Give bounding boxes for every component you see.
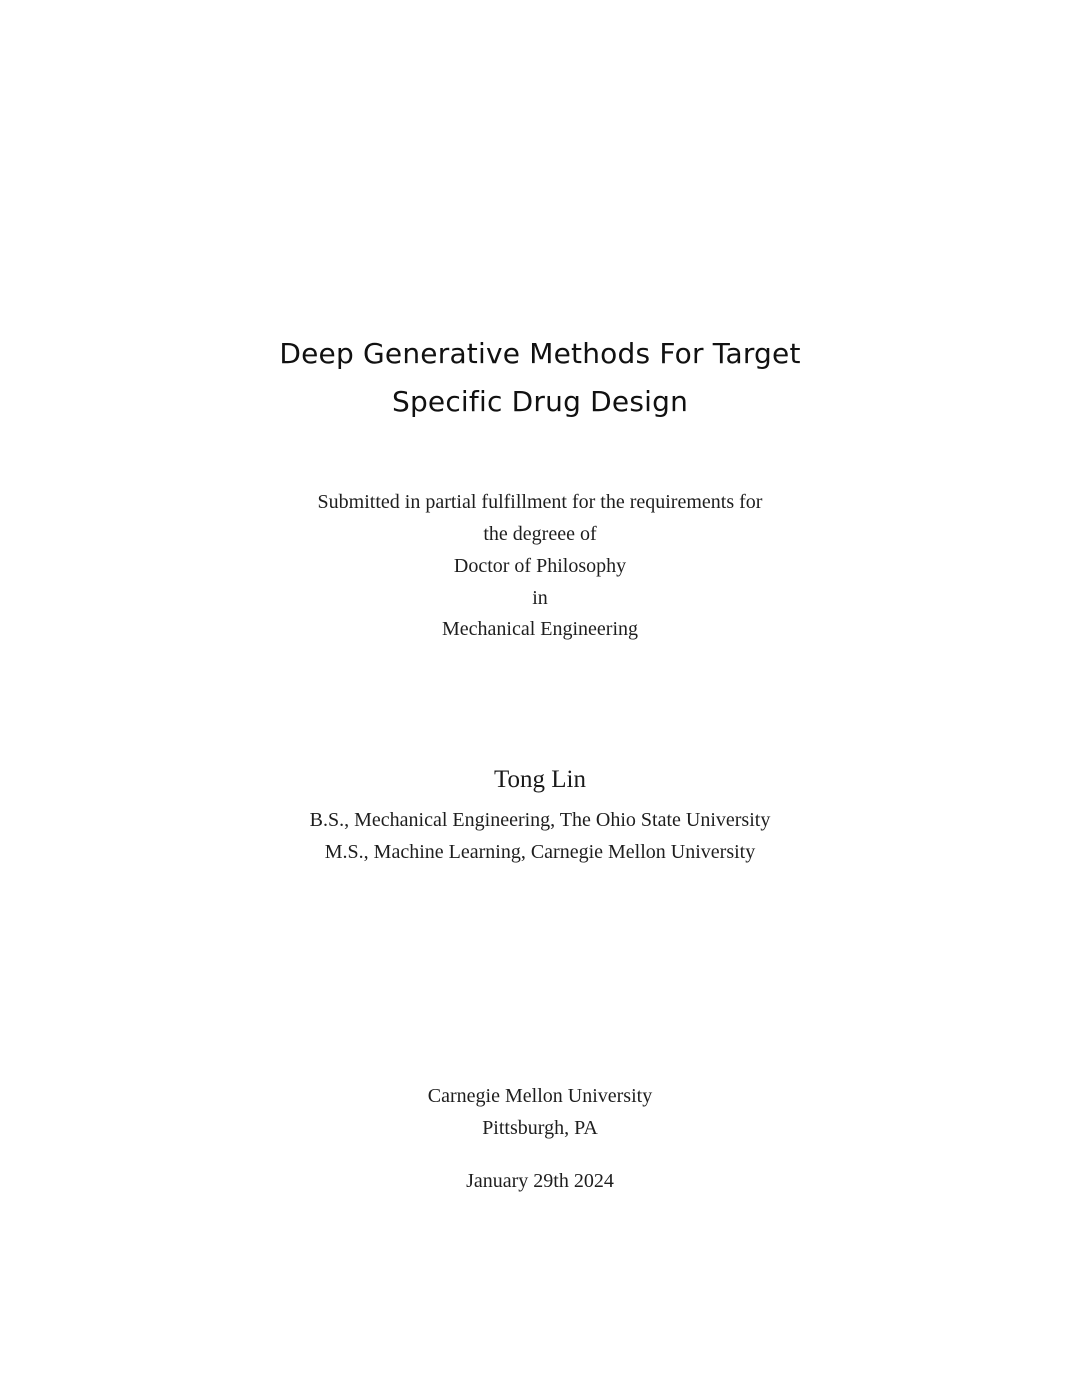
author-name: Tong Lin: [494, 766, 586, 793]
author-credential-ms: M.S., Machine Learning, Carnegie Mellon University: [324, 841, 756, 863]
author-credential-bs: B.S., Mechanical Engineering, The Ohio State University: [309, 809, 771, 831]
submission-statement-line-2: the degreee of: [483, 523, 597, 545]
submission-date: January 29th 2024: [466, 1170, 614, 1192]
institution-name: Carnegie Mellon University: [427, 1085, 653, 1107]
institution-location: Pittsburgh, PA: [482, 1117, 598, 1139]
thesis-title-line-1: Deep Generative Methods For Target: [279, 337, 801, 370]
degree-name: Doctor of Philosophy: [453, 555, 627, 577]
submission-statement-line-1: Submitted in partial fulfillment for the requirements for: [317, 491, 763, 513]
thesis-title-line-2: Specific Drug Design: [391, 385, 689, 418]
degree-field: Mechanical Engineering: [441, 618, 639, 640]
degree-connector: in: [532, 587, 548, 609]
